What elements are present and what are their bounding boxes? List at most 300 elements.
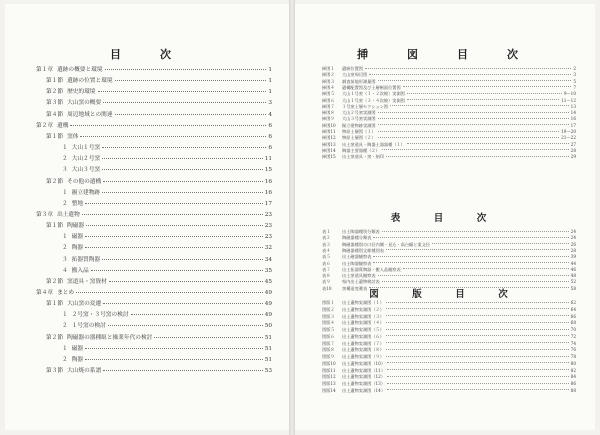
figure-entry [322, 142, 576, 147]
entry-label: 挿図６ [322, 97, 335, 103]
toc-entry-title: 遺跡の位置と環境 [67, 78, 113, 85]
figure-entry [322, 116, 576, 121]
figure-entry [322, 98, 576, 103]
entry-title: 出土拓器質陶器・搬入品観察表 [342, 266, 401, 272]
leader-dots [382, 281, 569, 282]
entry-label: 挿図15 [322, 154, 336, 160]
toc-entry-label: ２ [62, 323, 68, 330]
entry-title: 大山２号窯実測図 [342, 110, 376, 116]
entry-title: 出土窯道具・陶器土器器種（１） [342, 141, 405, 147]
leader-dots [386, 302, 569, 303]
entry-title: 出土磁器観察表 [342, 254, 372, 260]
table-entry [322, 279, 576, 284]
entry-page: 76 [570, 347, 576, 353]
toc-entry-page: 51 [264, 345, 272, 352]
entry-label: 挿図12 [322, 135, 336, 141]
toc-entry [62, 312, 272, 319]
toc-entry [62, 323, 272, 330]
leader-dots [432, 243, 569, 244]
entry-page: 29 [570, 154, 576, 160]
entry-title: 窯構造変遷表 [342, 285, 368, 291]
toc-entry-label: ３ [62, 167, 68, 174]
entry-title: 出土遺物実測図（６） [342, 333, 384, 339]
toc-entry [46, 368, 272, 375]
leader-dots [387, 362, 569, 363]
toc-entry [62, 346, 272, 353]
toc-entry-title: 大山３号窯 [71, 167, 101, 174]
leader-dots [80, 136, 266, 137]
table-entry [322, 248, 576, 253]
toc-entry-label: ４ [62, 267, 68, 274]
toc-entry-page: 49 [264, 290, 272, 296]
leader-dots [407, 93, 562, 94]
toc-entry-title: 陶器 [71, 356, 84, 363]
entry-page: 21～22 [561, 135, 576, 141]
toc-entry-page: 51 [264, 334, 272, 341]
table-entry [322, 267, 576, 272]
toc-entry-title: 遺構 [57, 122, 69, 129]
entry-title: 調査前地形測量図 [342, 78, 376, 84]
toc-entry [62, 190, 272, 197]
entry-label: 図版12 [322, 374, 336, 380]
toc-entry [62, 145, 272, 152]
toc-entry-title: 拓器質陶器 [71, 256, 101, 263]
leader-dots [378, 80, 572, 81]
entry-label: 挿図５ [322, 91, 335, 97]
figure-entry [322, 85, 576, 90]
toc-entry-page: 15 [264, 167, 272, 174]
toc-entry-label: 第４章 [36, 290, 54, 296]
entry-page: 9～10 [563, 91, 576, 97]
entry-label: 表６ [322, 260, 331, 266]
toc-entry-page: 1 [268, 67, 272, 73]
figure-entry [322, 79, 576, 84]
figure-entry [322, 135, 576, 140]
plate-entry [322, 300, 576, 305]
entry-page: 24 [570, 235, 576, 241]
entry-page: 7 [573, 84, 576, 90]
entry-title: 大山窯周辺図 [342, 72, 368, 78]
plate-entry [322, 327, 576, 332]
leader-dots [105, 69, 267, 70]
figure-entry [322, 72, 576, 77]
entry-page: 46 [570, 266, 576, 272]
leader-dots [115, 80, 267, 81]
toc-entry-label: 第４節 [46, 111, 64, 118]
toc-entry-page: 6 [268, 133, 272, 140]
toc-entry [62, 257, 272, 264]
entry-page: 16 [570, 116, 576, 122]
entry-title: 出土遺物実測図（14） [342, 387, 386, 393]
leader-dots [154, 337, 262, 338]
toc-entry-label: １ [62, 312, 68, 319]
leader-dots [115, 114, 267, 115]
toc-entry-label: 第１節 [46, 223, 64, 230]
toc-entry-title: まとめ [57, 290, 75, 296]
toc-entry-page: 17 [264, 200, 272, 207]
entry-page: 86 [570, 381, 576, 386]
leader-dots [85, 359, 263, 360]
leader-dots [386, 356, 569, 357]
plate-entry [322, 320, 576, 325]
entry-title: 県内出土遺物検討表 [342, 279, 380, 285]
figures-title: 挿 図 目 次 [357, 48, 532, 61]
table-entry [322, 242, 576, 247]
toc-entry-page: 51 [264, 356, 272, 363]
toc-entry-title: 大山焼の系譜 [67, 368, 102, 375]
leader-dots [403, 86, 572, 87]
entry-label: 図版９ [322, 354, 335, 359]
leader-dots [378, 275, 569, 276]
figure-entry [322, 148, 576, 153]
entry-title: 遺跡位置図 [342, 66, 363, 71]
toc-entry [62, 234, 272, 241]
entry-label: 挿図７ [322, 103, 335, 109]
entry-title: 大山１号窯（３・４次焼）実測図 [342, 97, 405, 103]
plate-entry [322, 334, 576, 339]
tables-title: 表 目 次 [390, 213, 499, 224]
figure-entry [322, 66, 576, 71]
entry-title: １号窯土層セクション図 [342, 103, 388, 109]
toc-entry-label: ３ [62, 256, 68, 263]
entry-page: 58 [570, 285, 576, 291]
entry-page: 11～12 [561, 97, 576, 103]
entry-label: 図版10 [322, 360, 336, 366]
figure-entry [322, 129, 576, 134]
toc-entry-title: 搬入品 [71, 267, 89, 274]
toc-entry-page: 16 [264, 189, 272, 196]
toc-entry-label: ２ [62, 156, 68, 163]
toc-entry-page: 50 [264, 323, 272, 330]
entry-page: 14 [570, 110, 576, 116]
toc-entry [46, 179, 272, 186]
entry-title: 出土遺物実測図（４） [342, 320, 384, 326]
entry-label: 挿図１ [322, 66, 335, 71]
leader-dots [102, 259, 263, 260]
entry-title: 陶磁器種別の口径内側・見込・高台幅と重文径 [342, 241, 430, 247]
entry-page: 24 [570, 229, 576, 234]
entry-label: 挿図10 [322, 122, 336, 128]
leader-dots [378, 112, 569, 113]
toc-entry [46, 223, 272, 230]
toc-entry [62, 268, 272, 275]
leader-dots [102, 169, 263, 170]
toc-entry-page: 49 [264, 312, 272, 319]
toc-entry [46, 89, 272, 96]
toc-entry-title: 磁器 [71, 345, 84, 352]
toc-entry [36, 123, 272, 130]
leader-dots [407, 99, 559, 100]
entry-title: 出土陶器種別分類表 [342, 229, 380, 234]
entry-page: 88 [570, 387, 576, 393]
entry-label: 表10 [322, 285, 332, 291]
entry-title: 出土遺物実測図（７） [342, 340, 384, 346]
toc-entry [46, 78, 272, 85]
entry-label: 図版１ [322, 300, 335, 305]
entry-label: 図版３ [322, 313, 335, 319]
plate-entry [322, 388, 576, 393]
toc-entry [36, 212, 272, 219]
toc-entry-page: 11 [264, 156, 272, 163]
toc-entry [46, 134, 272, 141]
leader-dots [386, 315, 569, 316]
entry-label: 表３ [322, 241, 331, 247]
entry-page: 52 [570, 279, 576, 285]
entry-label: 挿図８ [322, 110, 335, 116]
leader-dots [102, 192, 263, 193]
leader-dots [386, 308, 569, 309]
toc-entry-title: １号窯の検討 [71, 323, 106, 330]
toc-entry-label: １ [62, 145, 68, 152]
leader-dots [86, 225, 263, 226]
entry-title: 大山３号窯実測図 [342, 116, 376, 122]
leader-dots [85, 348, 263, 349]
entry-page: 13 [570, 103, 576, 109]
toc-entry-label: 第３節 [46, 368, 64, 375]
toc-entry [46, 335, 272, 342]
entry-page: 64 [570, 306, 576, 312]
toc-entry-page: 1 [268, 89, 272, 96]
entry-title: 掘立建物跡実測図 [342, 122, 376, 128]
entry-page: 72 [570, 333, 576, 339]
toc-entry-page: 49 [264, 301, 272, 308]
toc-entry-page: 23 [264, 211, 272, 218]
toc-entry-page: 35 [264, 267, 272, 274]
leader-dots [373, 256, 568, 257]
leader-dots [382, 149, 569, 150]
entry-title: 出土遺物実測図（３） [342, 313, 384, 319]
toc-entry-label: 第１節 [46, 301, 64, 308]
toc-entry-title: 大山１号窯 [71, 145, 101, 152]
toc-entry-label: ２ [62, 356, 68, 363]
table-entry [322, 235, 576, 240]
entry-page: 27 [570, 141, 576, 147]
leader-dots [378, 118, 569, 119]
toc-entry-title: 陶磁器 [67, 223, 85, 230]
entry-title: 出土遺物実測図（１） [342, 300, 384, 305]
entry-title: 陶磁器種分類表 [342, 235, 372, 241]
plate-entry [322, 374, 576, 379]
toc-entry [62, 245, 272, 252]
entry-page: 44 [570, 260, 576, 266]
entry-label: 図版２ [322, 306, 335, 312]
plate-entry [322, 347, 576, 352]
leader-dots [386, 349, 569, 350]
toc-entry-page: 6 [268, 122, 272, 129]
toc-entry-label: 第２節 [46, 334, 64, 341]
toc-entry [46, 279, 272, 286]
entry-label: 挿図２ [322, 72, 335, 78]
entry-label: 図版11 [322, 367, 336, 373]
toc-entry-page: 1 [268, 78, 272, 85]
entry-page: 2 [573, 66, 576, 71]
leader-dots [103, 370, 263, 371]
leader-dots [382, 231, 569, 232]
toc-entry-title: 陶器 [71, 245, 84, 252]
leader-dots [85, 236, 263, 237]
contents-title: 目 次 [110, 48, 185, 61]
leader-dots [85, 203, 263, 204]
toc-entry [62, 167, 272, 174]
leader-dots [91, 270, 263, 271]
leader-dots [365, 68, 571, 69]
entry-page: 3 [573, 72, 576, 78]
leader-dots [387, 383, 569, 384]
toc-entry-title: 磁器 [71, 234, 84, 241]
entry-label: 図版６ [322, 333, 335, 339]
entry-page: 48 [570, 273, 576, 279]
toc-entry-title: 大山２号窯 [71, 156, 101, 163]
entry-title: 出土遺物実測図（11） [342, 367, 386, 373]
entry-label: 表２ [322, 235, 331, 241]
toc-entry-title: 陶磁器の器種組と操業年代の検討 [67, 334, 153, 341]
leader-dots [386, 249, 569, 250]
entry-title: 物原土層図（１） [342, 129, 376, 134]
table-entry [322, 254, 576, 259]
leader-dots [108, 325, 263, 326]
leader-dots [103, 303, 263, 304]
figure-entry [322, 91, 576, 96]
leader-dots [369, 74, 571, 75]
plate-entry [322, 368, 576, 373]
toc-entry-label: ２ [62, 200, 68, 207]
toc-entry-page: 34 [264, 256, 272, 263]
toc-entry [46, 301, 272, 308]
entry-page: 80 [570, 360, 576, 366]
toc-entry [62, 156, 272, 163]
toc-entry-page: 4 [268, 111, 272, 118]
toc-entry-title: 掘立建物跡 [71, 189, 101, 196]
entry-label: 表９ [322, 279, 331, 285]
toc-entry-label: １ [62, 234, 68, 241]
entry-label: 挿図13 [322, 141, 336, 147]
toc-entry-page: 16 [264, 178, 272, 185]
leader-dots [102, 158, 263, 159]
entry-label: 表７ [322, 266, 331, 272]
entry-label: 図版８ [322, 347, 335, 353]
leader-dots [390, 105, 569, 106]
entry-title: 出土遺物実測図（13） [342, 381, 386, 386]
toc-entry-page: 3 [268, 100, 272, 107]
entry-title: 出土窯道具・窯・刻印 [342, 154, 384, 160]
plate-entry [322, 361, 576, 366]
entry-title: 物原土層図（２） [342, 135, 376, 141]
leader-dots [85, 247, 263, 248]
entry-label: 挿図11 [322, 129, 336, 134]
figure-entry [322, 123, 576, 128]
entry-label: 挿図14 [322, 147, 336, 153]
leader-dots [373, 237, 568, 238]
leader-dots [386, 156, 569, 157]
figure-entry [322, 110, 576, 115]
entry-title: 出土遺物実測図（８） [342, 347, 384, 353]
toc-entry [46, 112, 272, 119]
entry-label: 挿図４ [322, 84, 335, 90]
toc-entry-title: 遺跡の概要と環境 [57, 67, 103, 73]
entry-page: 39 [570, 254, 576, 260]
toc-entry [62, 357, 272, 364]
leader-dots [386, 335, 569, 336]
toc-entry-title: 大山窯の概要 [67, 100, 102, 107]
entry-label: 表８ [322, 273, 331, 279]
entry-title: 大山１号窯（１・２次焼）実測図 [342, 91, 405, 97]
entry-title: 遺構配置図及び土層断面位置図 [342, 84, 401, 90]
table-entry [322, 229, 576, 234]
toc-entry-title: 出土遺物 [57, 211, 80, 218]
leader-dots [403, 268, 569, 269]
entry-page: 28 [570, 147, 576, 153]
leader-dots [387, 376, 569, 377]
entry-page: 28 [570, 247, 576, 253]
toc-entry [36, 290, 272, 297]
toc-entry-page: 53 [264, 368, 272, 375]
leader-dots [109, 281, 263, 282]
entry-title: 出土窯道具観察表 [342, 273, 376, 279]
toc-entry-title: 窯体 [67, 133, 79, 140]
leader-dots [70, 125, 266, 126]
entry-page: 84 [570, 374, 576, 380]
plate-entry [322, 307, 576, 312]
toc-entry-label: １ [62, 189, 68, 196]
entry-page: 74 [570, 340, 576, 346]
toc-entry-label: 第２章 [36, 122, 54, 129]
leader-dots [387, 389, 569, 390]
leader-dots [378, 131, 560, 132]
leader-dots [386, 342, 569, 343]
entry-label: 表５ [322, 254, 331, 260]
leader-dots [103, 181, 263, 182]
leader-dots [386, 322, 569, 323]
toc-entry-page: 6 [268, 145, 272, 152]
leader-dots [387, 369, 569, 370]
leader-dots [103, 102, 266, 103]
leader-dots [76, 292, 263, 293]
table-entry [322, 261, 576, 266]
toc-entry [36, 67, 272, 74]
plates-title: 図 版 目 次 [369, 289, 520, 300]
toc-entry-title: ２号窯・３号窯の検討 [71, 312, 129, 319]
plate-entry [322, 314, 576, 319]
entry-page: 62 [570, 300, 576, 305]
entry-title: 出土遺物実測図（５） [342, 327, 384, 332]
toc-entry [62, 201, 272, 208]
toc-entry-label: 第３節 [46, 100, 64, 107]
toc-entry-label: 第１節 [46, 78, 64, 85]
toc-entry-page: 32 [264, 245, 272, 252]
entry-label: 表１ [322, 229, 331, 234]
entry-label: 図版14 [322, 387, 336, 393]
entry-page: 5 [573, 78, 576, 84]
entry-title: 出土遺物実測図（２） [342, 306, 384, 312]
leader-dots [378, 137, 560, 138]
figure-entry [322, 154, 576, 159]
toc-entry-page: 23 [264, 234, 272, 241]
entry-page: 66 [570, 313, 576, 319]
entry-title: 出土遺物実測図（９） [342, 354, 384, 359]
entry-title: 陶器主要器種（２） [342, 147, 380, 153]
entry-label: 図版13 [322, 381, 336, 386]
toc-entry [46, 100, 272, 107]
toc-entry-title: その他の遺構 [67, 178, 102, 185]
entry-page: 17 [570, 122, 576, 128]
toc-entry-label: 第３章 [36, 211, 54, 218]
entry-page: 68 [570, 320, 576, 326]
toc-entry-label: ２ [62, 245, 68, 252]
toc-entry-title: 大山窯の変遷 [67, 301, 102, 308]
leader-dots [373, 262, 568, 263]
leader-dots [102, 147, 266, 148]
entry-label: 図版５ [322, 327, 335, 332]
